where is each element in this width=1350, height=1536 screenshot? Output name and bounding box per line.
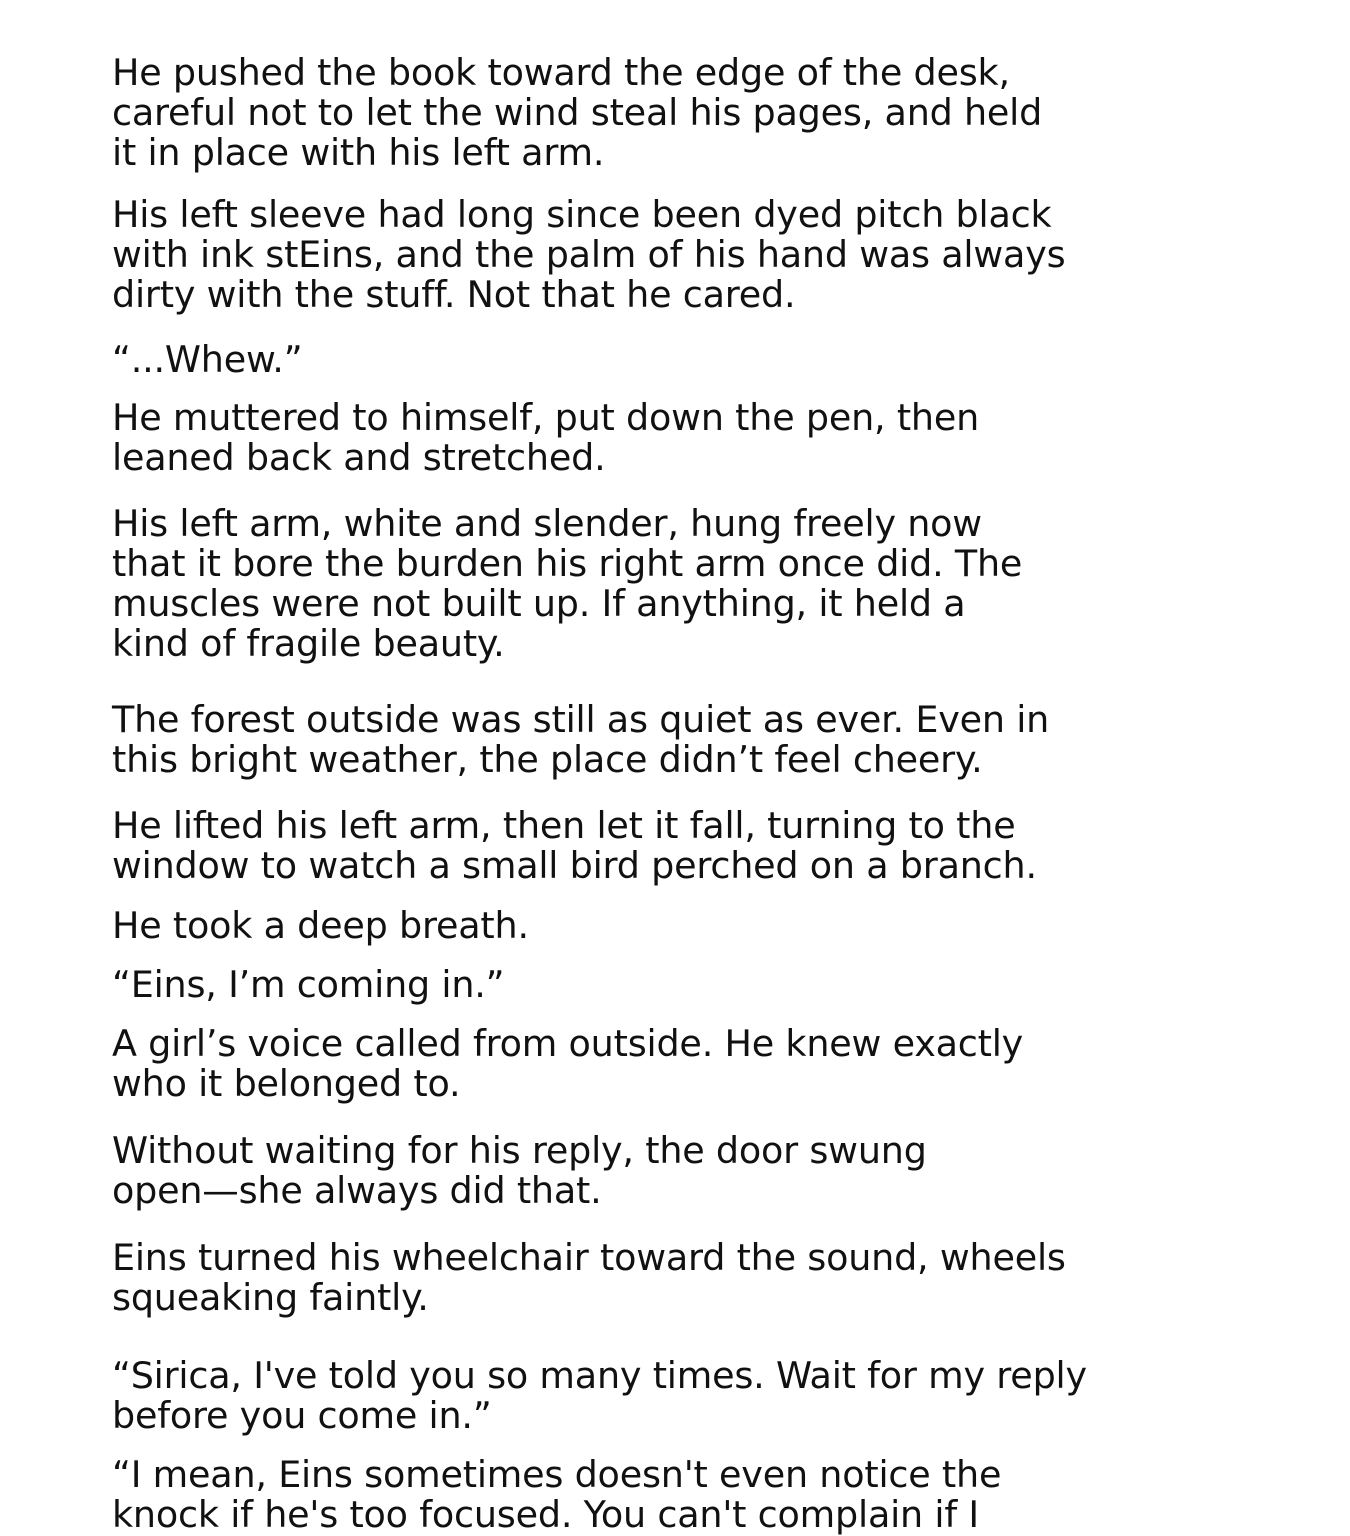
- text-line: that it bore the burden his right arm once did. The: [112, 542, 1023, 585]
- text-line: it in place with his left arm.: [112, 131, 605, 174]
- paragraph: [112, 398, 979, 478]
- paragraph: [112, 1238, 1066, 1318]
- paragraph: [112, 906, 529, 946]
- text-line: “I mean, Eins sometimes doesn't even notice the: [112, 1453, 1002, 1496]
- text-line: Eins turned his wheelchair toward the sound, wheels: [112, 1236, 1066, 1279]
- text-line: A girl’s voice called from outside. He knew exactly: [112, 1022, 1024, 1065]
- text-line: careful not to let the wind steal his pages, and held: [112, 91, 1043, 134]
- text-line: He pushed the book toward the edge of the desk,: [112, 51, 1010, 94]
- text-line: He muttered to himself, put down the pen, then: [112, 396, 980, 439]
- paragraph: [112, 1455, 1001, 1535]
- text-line: open—she always did that.: [112, 1169, 602, 1212]
- paragraph: [112, 1131, 927, 1211]
- text-line: muscles were not built up. If anything, it held a: [112, 582, 966, 625]
- text-line: who it belonged to.: [112, 1062, 461, 1105]
- text-line: His left arm, white and slender, hung freely now: [112, 502, 982, 545]
- text-line: before you come in.”: [112, 1394, 492, 1437]
- text-line: “...Whew.”: [112, 338, 303, 381]
- text-line: “Sirica, I've told you so many times. Wait for my reply: [112, 1354, 1087, 1397]
- paragraph: [112, 1356, 1087, 1436]
- text-line: dirty with the stuff. Not that he cared.: [112, 273, 796, 316]
- text-line: He took a deep breath.: [112, 904, 529, 947]
- paragraph: [112, 1024, 1023, 1104]
- text-line: squeaking faintly.: [112, 1276, 429, 1319]
- text-line: “Eins, I’m coming in.”: [112, 963, 505, 1006]
- text-line: kind of fragile beauty.: [112, 622, 505, 665]
- paragraph: [112, 195, 1065, 315]
- paragraph: [112, 340, 302, 380]
- text-line: The forest outside was still as quiet as ever. Even in: [112, 698, 1050, 741]
- paragraph: [112, 504, 1022, 664]
- text-line: this bright weather, the place didn’t feel cheery.: [112, 738, 983, 781]
- text-line: He lifted his left arm, then let it fall, turning to the: [112, 804, 1016, 847]
- text-line: His left sleeve had long since been dyed pitch black: [112, 193, 1052, 236]
- paragraph: [112, 53, 1042, 173]
- paragraph: [112, 700, 1049, 780]
- text-line: with ink stEins, and the palm of his hand was always: [112, 233, 1066, 276]
- paragraph: [112, 965, 504, 1005]
- text-line: knock if he's too focused. You can't complain if I: [112, 1493, 979, 1536]
- paragraph: [112, 806, 1037, 886]
- document-page: [112, 0, 1122, 1536]
- text-line: leaned back and stretched.: [112, 436, 606, 479]
- text-line: Without waiting for his reply, the door swung: [112, 1129, 927, 1172]
- text-line: window to watch a small bird perched on a branch.: [112, 844, 1037, 887]
